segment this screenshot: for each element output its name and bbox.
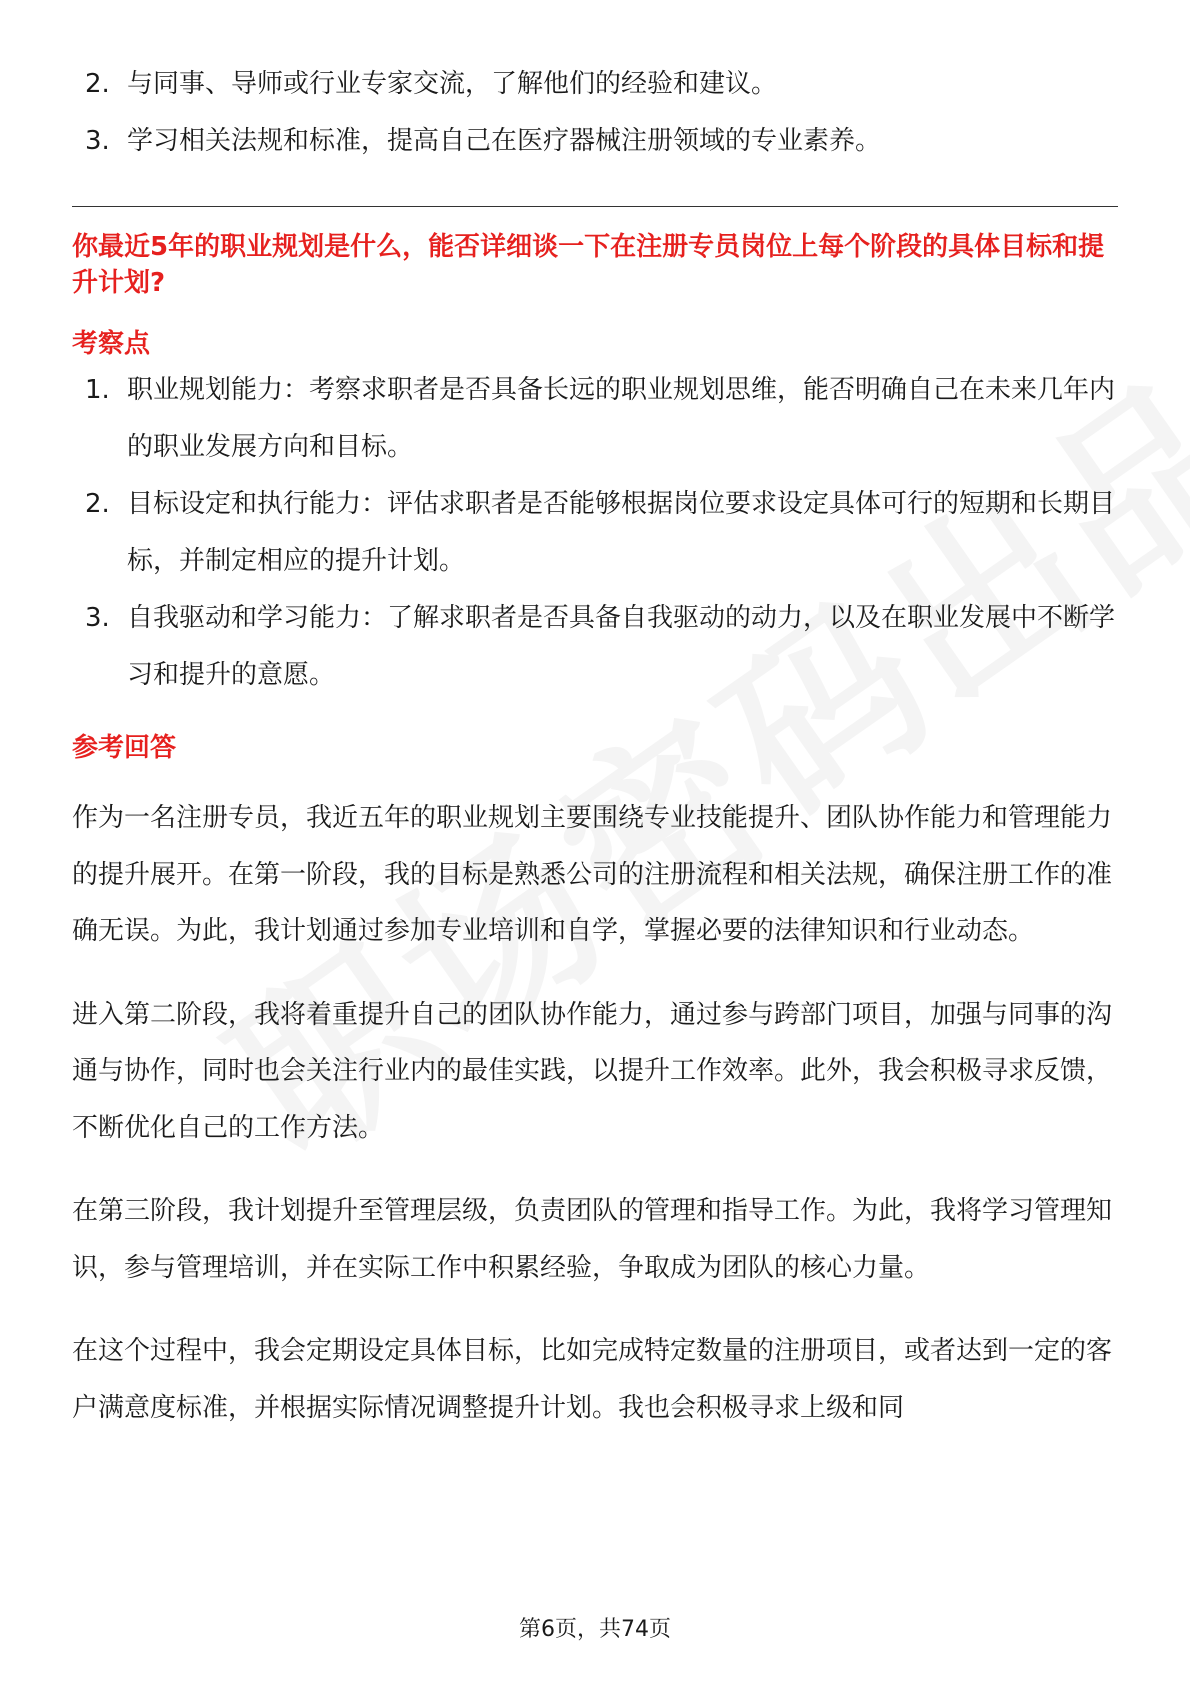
page-footer: 第6页，共74页 <box>519 1617 671 1642</box>
section-divider <box>72 206 1118 207</box>
list-item <box>72 113 1117 170</box>
list-item-text: 职业规划能力：考察求职者是否具备长远的职业规划思维，能否明确自己在未来几年内的职业发展方向和目标。 <box>127 375 1116 462</box>
assessment-points-list <box>72 362 1118 704</box>
list-number: 3. <box>85 126 110 156</box>
page-content <box>72 56 1118 1462</box>
answer-paragraph: 在这个过程中，我会定期设定具体目标，比如完成特定数量的注册项目，或者达到一定的客户满意度标准，并根据实际情况调整提升计划。我也会积极寻求上级和同 <box>72 1336 1113 1423</box>
list-item-text: 与同事、导师或行业专家交流，了解他们的经验和建议。 <box>127 69 778 99</box>
list-number: 2. <box>85 489 110 519</box>
list-item-text: 自我驱动和学习能力：了解求职者是否具备自我驱动的动力，以及在职业发展中不断学习和提升的意愿。 <box>127 603 1116 690</box>
list-item-text: 目标设定和执行能力：评估求职者是否能够根据岗位要求设定具体可行的短期和长期目标，并制定相应的提升计划。 <box>127 489 1116 576</box>
interview-question: 你最近5年的职业规划是什么，能否详细谈一下在注册专员岗位上每个阶段的具体目标和提升计划? <box>72 232 1105 298</box>
list-item <box>72 362 1117 476</box>
answer-paragraph: 进入第二阶段，我将着重提升自己的团队协作能力，通过参与跨部门项目，加强与同事的沟通与协作，同时也会关注行业内的最佳实践，以提升工作效率。此外，我会积极寻求反馈，不断优化自己的工作方法。 <box>72 999 1113 1143</box>
list-item <box>72 590 1117 704</box>
list-item-text: 学习相关法规和标准，提高自己在医疗器械注册领域的专业素养。 <box>127 126 882 156</box>
list-number: 2. <box>85 69 110 99</box>
list-number: 3. <box>85 603 110 633</box>
answer-paragraph: 作为一名注册专员，我近五年的职业规划主要围绕专业技能提升、团队协作能力和管理能力的提升展开。在第一阶段，我的目标是熟悉公司的注册流程和相关法规，确保注册工作的准确无误。为此，我计划通过参加专业培训和自学，掌握必要的法律知识和行业动态。 <box>72 803 1113 946</box>
answer-heading: 参考回答 <box>72 733 177 763</box>
continued-list <box>72 56 1118 170</box>
list-number: 1. <box>85 375 110 405</box>
list-item <box>72 476 1117 590</box>
list-item <box>72 56 1117 113</box>
points-heading: 考察点 <box>72 329 151 359</box>
answer-paragraph: 在第三阶段，我计划提升至管理层级，负责团队的管理和指导工作。为此，我将学习管理知识，参与管理培训，并在实际工作中积累经验，争取成为团队的核心力量。 <box>72 1196 1113 1283</box>
